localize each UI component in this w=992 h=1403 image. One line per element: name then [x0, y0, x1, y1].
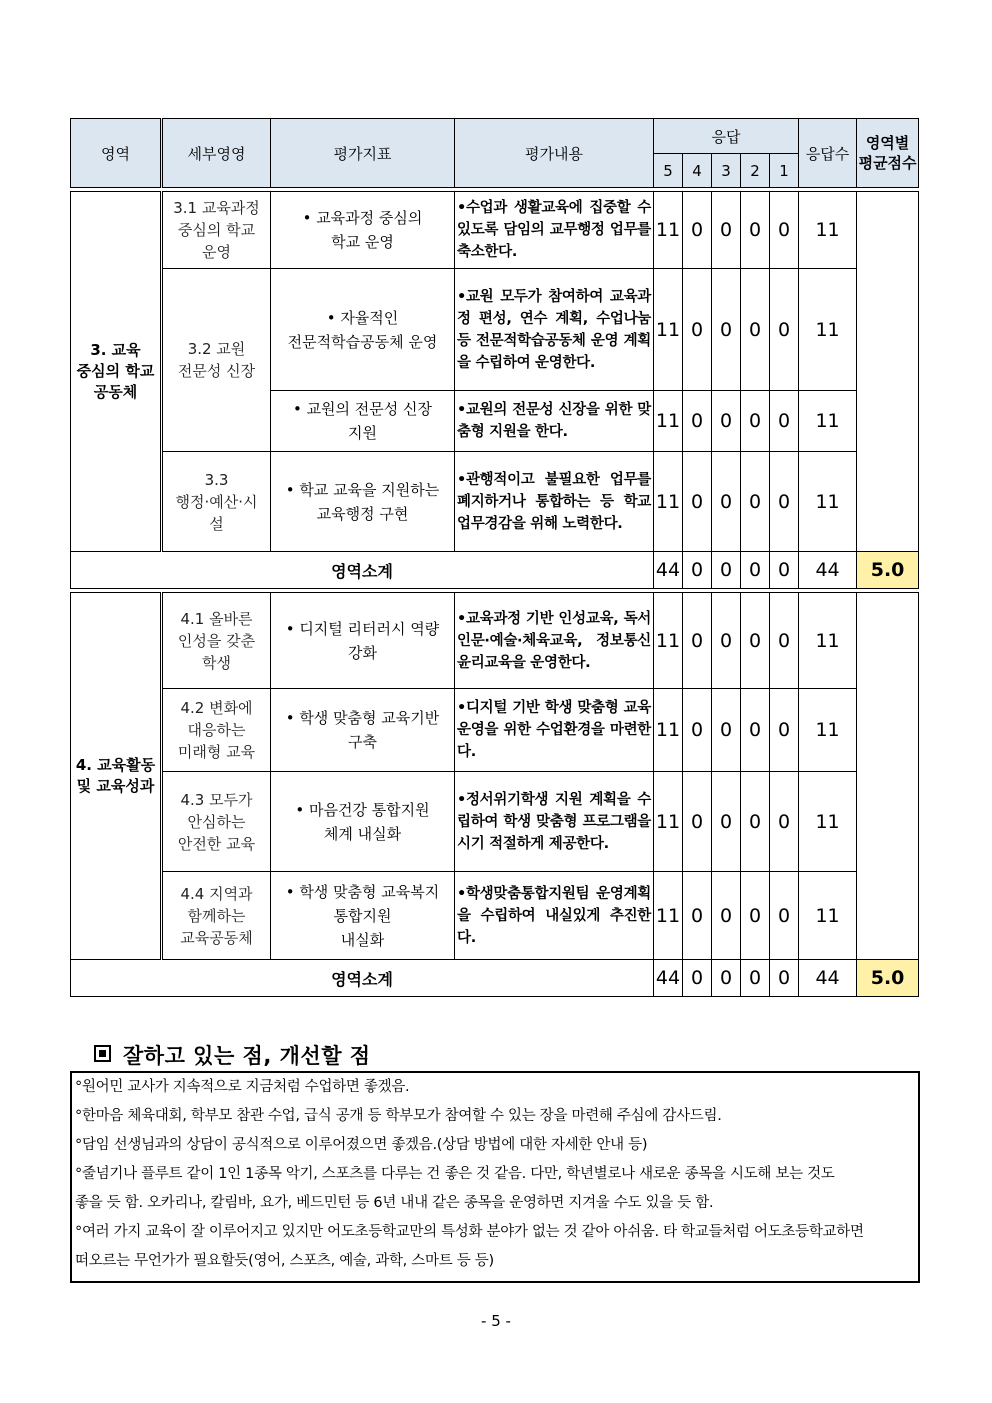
avg-score-empty — [857, 593, 919, 960]
count-4: 0 — [683, 269, 712, 391]
count-4: 0 — [683, 772, 712, 872]
count-1: 0 — [770, 452, 799, 552]
feedback-heading — [94, 1040, 371, 1070]
count-3: 0 — [712, 269, 741, 391]
subtotal-count-4: 0 — [683, 960, 712, 997]
indicator-label: • 자율적인 전문적학습공동체 운영 — [271, 269, 455, 391]
table-row — [71, 872, 919, 960]
content-text: •학생맞춤통합지원팀 운영계획을 수립하여 내실있게 추진한다. — [455, 872, 654, 960]
header-indicator: 평가지표 — [271, 119, 455, 188]
subtotal-count-1: 0 — [770, 960, 799, 997]
count-5: 11 — [654, 192, 683, 269]
subtotal-count-2: 0 — [741, 552, 770, 589]
count-4: 0 — [683, 689, 712, 772]
feedback-heading-text: 잘하고 있는 점, 개선할 점 — [123, 1044, 371, 1068]
count-2: 0 — [741, 689, 770, 772]
count-5: 11 — [654, 689, 683, 772]
count-4: 0 — [683, 593, 712, 689]
header-sub-area: 세부영영 — [162, 119, 271, 188]
sub-area-label: 4.3 모두가 안심하는 안전한 교육 — [162, 772, 271, 872]
header-area: 영역 — [71, 119, 162, 188]
table-row — [71, 689, 919, 772]
header-row — [71, 119, 919, 154]
count-3: 0 — [712, 772, 741, 872]
count-1: 0 — [770, 269, 799, 391]
content-text: •관행적이고 불필요한 업무를 폐지하거나 통합하는 등 학교 업무경감을 위해 노력한다. — [455, 452, 654, 552]
count-2: 0 — [741, 452, 770, 552]
indicator-label: • 학교 교육을 지원하는 교육행정 구현 — [271, 452, 455, 552]
count-4: 0 — [683, 872, 712, 960]
content-text: •수업과 생활교육에 집중할 수 있도록 담임의 교무행정 업무를 축소한다. — [455, 192, 654, 269]
square-bullet-icon — [94, 1045, 111, 1062]
count-1: 0 — [770, 772, 799, 872]
count-1: 0 — [770, 689, 799, 772]
feedback-line: °여러 가지 교육이 잘 이루어지고 있지만 어도초등학교만의 특성화 분야가 없는 것 같아 아쉬움. 타 학교들처럼 어도초등학교하면 — [75, 1224, 864, 1240]
sub-area-label: 4.2 변화에 대응하는 미래형 교육 — [162, 689, 271, 772]
respondent-count: 11 — [799, 192, 857, 269]
area-average-score: 5.0 — [857, 960, 919, 997]
respondent-count: 11 — [799, 772, 857, 872]
table-row — [71, 593, 919, 689]
indicator-label: • 디지털 리터러시 역량 강화 — [271, 593, 455, 689]
count-1: 0 — [770, 192, 799, 269]
header-response: 응답 — [654, 119, 799, 154]
count-5: 11 — [654, 772, 683, 872]
avg-score-empty — [857, 192, 919, 552]
content-text: •교육과정 기반 인성교육, 독서인문·예술·체육교육, 정보통신윤리교육을 운영한다. — [455, 593, 654, 689]
table-row — [71, 772, 919, 872]
respondent-count: 11 — [799, 452, 857, 552]
header-content: 평가내용 — [455, 119, 654, 188]
feedback-box — [70, 1071, 920, 1283]
count-3: 0 — [712, 192, 741, 269]
area-label: 3. 교육 중심의 학교 공동체 — [71, 192, 162, 552]
respondent-count: 11 — [799, 593, 857, 689]
content-text: •교원 모두가 참여하여 교육과정 편성, 연수 계획, 수업나눔 등 전문적학습공동체 운영 계획을 수립하여 운영한다. — [455, 269, 654, 391]
scale-1: 1 — [770, 154, 799, 188]
content-text: •교원의 전문성 신장을 위한 맞춤형 지원을 한다. — [455, 391, 654, 452]
feedback-line: °한마음 체육대회, 학부모 참관 수업, 급식 공개 등 학부모가 참여할 수 있는 장을 마련해 주심에 감사드림. — [75, 1108, 722, 1124]
scale-2: 2 — [741, 154, 770, 188]
subtotal-respondents: 44 — [799, 960, 857, 997]
subtotal-count-4: 0 — [683, 552, 712, 589]
indicator-label: • 교육과정 중심의 학교 운영 — [271, 192, 455, 269]
count-2: 0 — [741, 192, 770, 269]
feedback-line: 떠오르는 무언가가 필요할듯(영어, 스포츠, 예술, 과학, 스마트 등 등) — [75, 1253, 494, 1269]
feedback-line: °원어민 교사가 지속적으로 지금처럼 수업하면 좋겠음. — [75, 1079, 410, 1095]
scale-4: 4 — [683, 154, 712, 188]
indicator-label: • 학생 맞춤형 교육복지 통합지원 내실화 — [271, 872, 455, 960]
subtotal-respondents: 44 — [799, 552, 857, 589]
page-number: - 5 - — [481, 1312, 511, 1330]
sub-area-label: 3.1 교육과정 중심의 학교 운영 — [162, 192, 271, 269]
header-respondents: 응답수 — [799, 119, 857, 188]
subtotal-count-3: 0 — [712, 552, 741, 589]
sub-area-label: 4.4 지역과 함께하는 교육공동체 — [162, 872, 271, 960]
count-5: 11 — [654, 872, 683, 960]
table-row — [71, 192, 919, 269]
subtotal-count-1: 0 — [770, 552, 799, 589]
scale-3: 3 — [712, 154, 741, 188]
header-avg-score: 영역별 평균점수 — [857, 119, 919, 188]
respondent-count: 11 — [799, 269, 857, 391]
count-3: 0 — [712, 689, 741, 772]
count-3: 0 — [712, 593, 741, 689]
scale-5: 5 — [654, 154, 683, 188]
respondent-count: 11 — [799, 689, 857, 772]
subtotal-label: 영역소계 — [71, 960, 654, 997]
count-4: 0 — [683, 452, 712, 552]
indicator-label: • 학생 맞춤형 교육기반 구축 — [271, 689, 455, 772]
respondent-count: 11 — [799, 391, 857, 452]
evaluation-table — [70, 118, 919, 997]
count-5: 11 — [654, 269, 683, 391]
feedback-line: °담임 선생님과의 상담이 공식적으로 이루어졌으면 좋겠음.(상담 방법에 대한 자세한 안내 등) — [75, 1137, 648, 1153]
subtotal-count-5: 44 — [654, 960, 683, 997]
count-2: 0 — [741, 269, 770, 391]
subtotal-row — [71, 552, 919, 589]
count-4: 0 — [683, 391, 712, 452]
sub-area-label: 3.3 행정·예산·시 설 — [162, 452, 271, 552]
feedback-line: 좋을 듯 함. 오카리나, 칼림바, 요가, 베드민턴 등 6년 내내 같은 종목을 운영하면 지겨울 수도 있을 듯 함. — [75, 1195, 714, 1211]
count-2: 0 — [741, 772, 770, 872]
area-label: 4. 교육활동 및 교육성과 — [71, 593, 162, 960]
respondent-count: 11 — [799, 872, 857, 960]
subtotal-count-3: 0 — [712, 960, 741, 997]
count-2: 0 — [741, 391, 770, 452]
count-3: 0 — [712, 872, 741, 960]
count-2: 0 — [741, 872, 770, 960]
count-1: 0 — [770, 391, 799, 452]
area-average-score: 5.0 — [857, 552, 919, 589]
subtotal-label: 영역소계 — [71, 552, 654, 589]
feedback-line: °줄넘기나 플루트 같이 1인 1종목 악기, 스포츠를 다루는 건 좋은 것 같음. 다만, 학년별로나 새로운 종목을 시도해 보는 것도 — [75, 1166, 835, 1182]
content-text: •디지털 기반 학생 맞춤형 교육 운영을 위한 수업환경을 마련한다. — [455, 689, 654, 772]
content-text: •정서위기학생 지원 계획을 수립하여 학생 맞춤형 프로그램을 시기 적절하게 제공한다. — [455, 772, 654, 872]
sub-area-label: 4.1 올바른 인성을 갖춘 학생 — [162, 593, 271, 689]
table-row — [71, 269, 919, 391]
count-1: 0 — [770, 872, 799, 960]
count-3: 0 — [712, 452, 741, 552]
count-1: 0 — [770, 593, 799, 689]
subtotal-row — [71, 960, 919, 997]
count-5: 11 — [654, 452, 683, 552]
sub-area-label: 3.2 교원 전문성 신장 — [162, 269, 271, 452]
count-5: 11 — [654, 593, 683, 689]
count-2: 0 — [741, 593, 770, 689]
indicator-label: • 마음건강 통합지원 체계 내실화 — [271, 772, 455, 872]
count-3: 0 — [712, 391, 741, 452]
subtotal-count-5: 44 — [654, 552, 683, 589]
indicator-label: • 교원의 전문성 신장 지원 — [271, 391, 455, 452]
count-5: 11 — [654, 391, 683, 452]
table-row — [71, 452, 919, 552]
subtotal-count-2: 0 — [741, 960, 770, 997]
count-4: 0 — [683, 192, 712, 269]
